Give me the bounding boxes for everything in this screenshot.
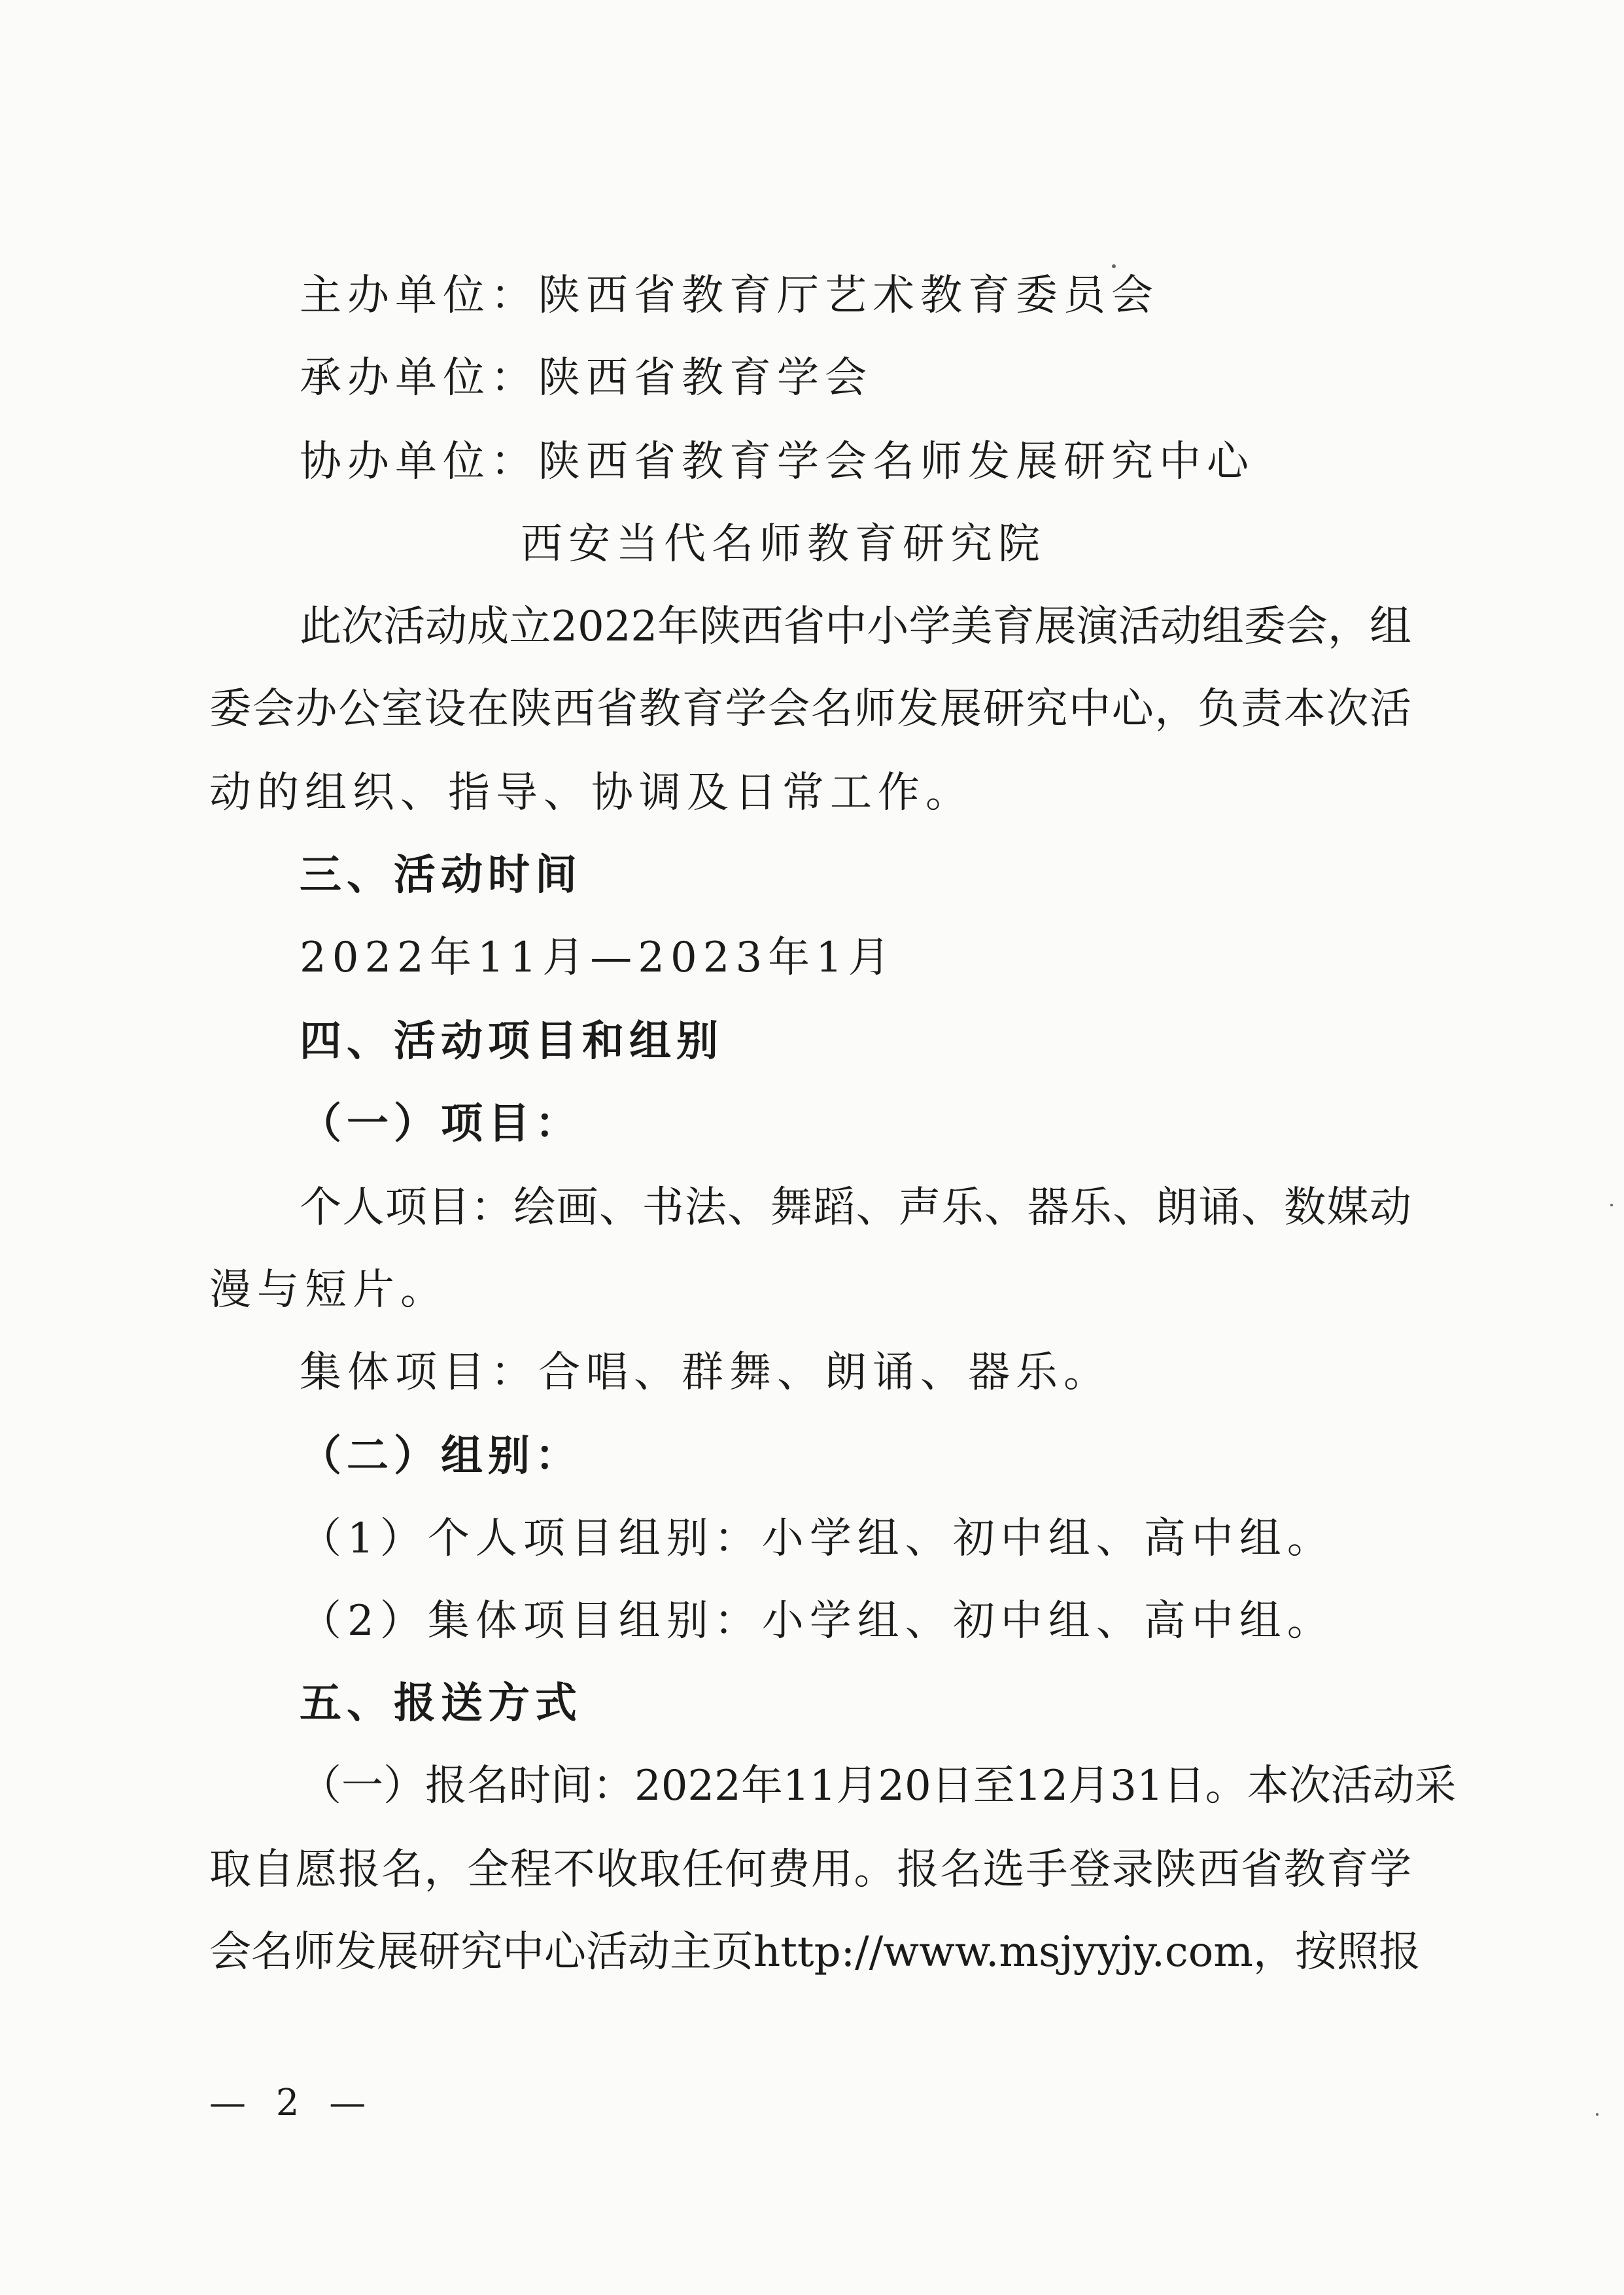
subheading-groups: （二）组别：	[300, 1432, 582, 1480]
section-heading-activity-time: 三、活动时间	[300, 851, 582, 900]
committee-paragraph-line-1: 此次活动成立2022年陕西省中小学美育展演活动组委会，组	[300, 603, 1411, 651]
registration-paragraph-line-1: （一）报名时间：2022年11月20日至12月31日。本次活动采	[300, 1762, 1457, 1810]
section-heading-projects-groups: 四、活动项目和组别	[300, 1017, 723, 1066]
registration-paragraph-line-3: 会名师发展研究中心活动主页http://www.msjyyjy.com，按照报	[209, 1928, 1421, 1976]
collective-groups-line: （2）集体项目组别：小学组、初中组、高中组。	[300, 1597, 1335, 1645]
undertaker-line: 承办单位：陕西省教育学会	[300, 354, 872, 402]
scan-speck	[1596, 2113, 1598, 2116]
page-number: — 2 —	[209, 2082, 375, 2124]
activity-time-value: 2022年11月—2023年1月	[300, 934, 896, 982]
individual-groups-line: （1）个人项目组别：小学组、初中组、高中组。	[300, 1515, 1335, 1563]
individual-projects-line-1: 个人项目：绘画、书法、舞蹈、声乐、器乐、朗诵、数媒动	[300, 1183, 1411, 1232]
co-organizer-line: 协办单位：陕西省教育学会名师发展研究中心	[300, 438, 1254, 486]
subheading-projects: （一）项目：	[300, 1100, 582, 1148]
committee-paragraph-line-3: 动的组织、指导、协调及日常工作。	[209, 769, 973, 817]
scan-speck	[1610, 1204, 1613, 1206]
section-heading-submission: 五、报送方式	[300, 1679, 582, 1728]
co-organizer-second-line: 西安当代名师教育研究院	[521, 520, 1046, 569]
committee-paragraph-line-2: 委会办公室设在陕西省教育学会名师发展研究中心，负责本次活	[209, 685, 1411, 733]
scan-speck	[1112, 264, 1116, 268]
individual-projects-line-2: 漫与短片。	[209, 1266, 448, 1314]
organizer-line: 主办单位：陕西省教育厅艺术教育委员会	[300, 272, 1159, 320]
registration-paragraph-line-2: 取自愿报名，全程不收取任何费用。报名选手登录陕西省教育学	[209, 1846, 1411, 1894]
group-projects-line: 集体项目：合唱、群舞、朗诵、器乐。	[300, 1348, 1111, 1397]
